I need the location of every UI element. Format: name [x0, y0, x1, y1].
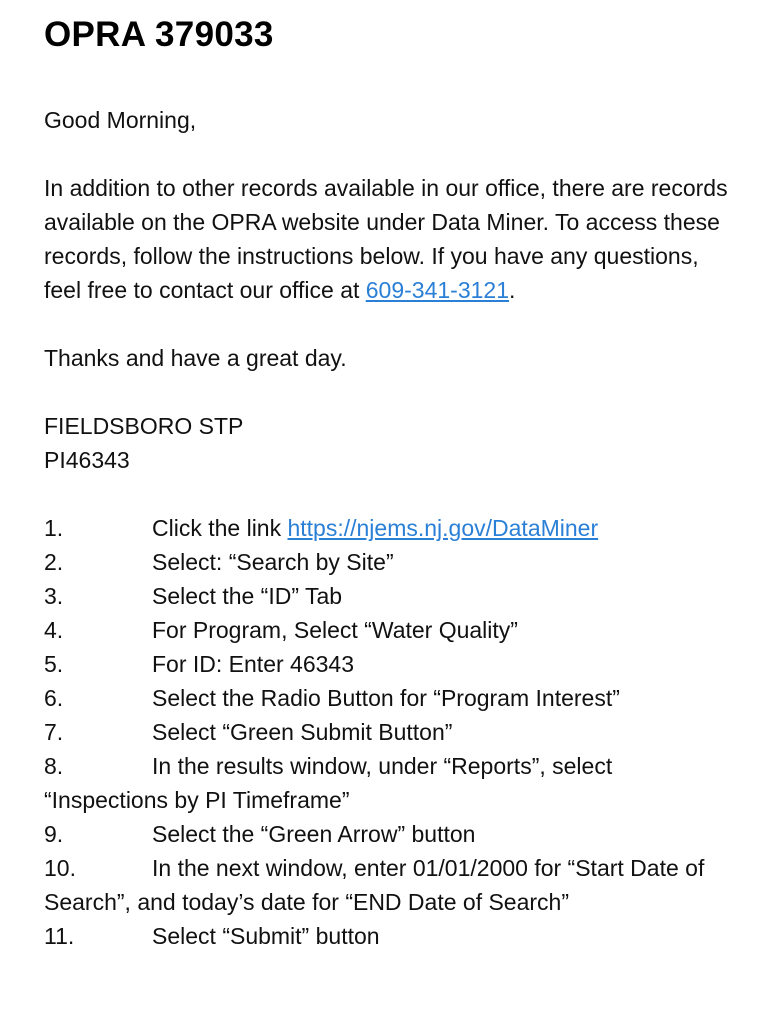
instruction-steps [44, 511, 734, 953]
facility-id: PI46343 [44, 447, 130, 473]
step-number: 1. [44, 515, 64, 541]
greeting: Good Morning, [44, 107, 197, 133]
closing-line: Thanks and have a great day. [44, 345, 347, 371]
step-text: Select the “ID” Tab [152, 583, 343, 609]
instruction-step [44, 919, 734, 953]
instruction-step [44, 511, 734, 545]
step-text: In the next window, enter 01/01/2000 for “Start Date of Search”, and today’s date for “END Date of Search” [44, 855, 705, 915]
step-number: 6. [44, 685, 64, 711]
instruction-step [44, 817, 734, 851]
intro-paragraph [44, 171, 734, 307]
instruction-step [44, 579, 734, 613]
instruction-step [44, 545, 734, 579]
step-number: 5. [44, 651, 64, 677]
step-text: Click the link [152, 515, 288, 541]
step-number: 9. [44, 821, 64, 847]
step-number: 8. [44, 753, 64, 779]
step-number: 7. [44, 719, 64, 745]
step-number: 2. [44, 549, 64, 575]
instruction-step [44, 851, 734, 919]
email-body [44, 103, 734, 953]
instruction-step [44, 647, 734, 681]
instruction-step [44, 613, 734, 647]
step-text: For ID: Enter 46343 [152, 651, 354, 677]
step-text: In the results window, under “Reports”, select “Inspections by PI Timeframe” [44, 753, 613, 813]
step-text: Select: “Search by Site” [152, 549, 394, 575]
facility-name: FIELDSBORO STP [44, 413, 244, 439]
step-text: Select the “Green Arrow” button [152, 821, 476, 847]
step-text: Select “Green Submit Button” [152, 719, 453, 745]
step-number: 11. [44, 923, 75, 949]
email-subject: OPRA 379033 [44, 15, 274, 54]
instruction-step [44, 749, 734, 817]
step-number: 4. [44, 617, 64, 643]
intro-text-end: . [509, 277, 516, 303]
intro-text: In addition to other records available in our office, there are records available on the OPRA website under Data Miner. To access these records, follow the instructions below. If you have any questions, feel free to contact our office at [44, 175, 728, 303]
step-text: Select the Radio Button for “Program Interest” [152, 685, 620, 711]
step-text: For Program, Select “Water Quality” [152, 617, 518, 643]
instruction-step [44, 681, 734, 715]
step-number: 3. [44, 583, 64, 609]
step-number: 10. [44, 855, 76, 881]
dataminer-link[interactable]: https://njems.nj.gov/DataMiner [287, 515, 599, 541]
step-text: Select “Submit” button [152, 923, 380, 949]
instruction-step [44, 715, 734, 749]
phone-link[interactable]: 609-341-3121 [365, 277, 509, 303]
